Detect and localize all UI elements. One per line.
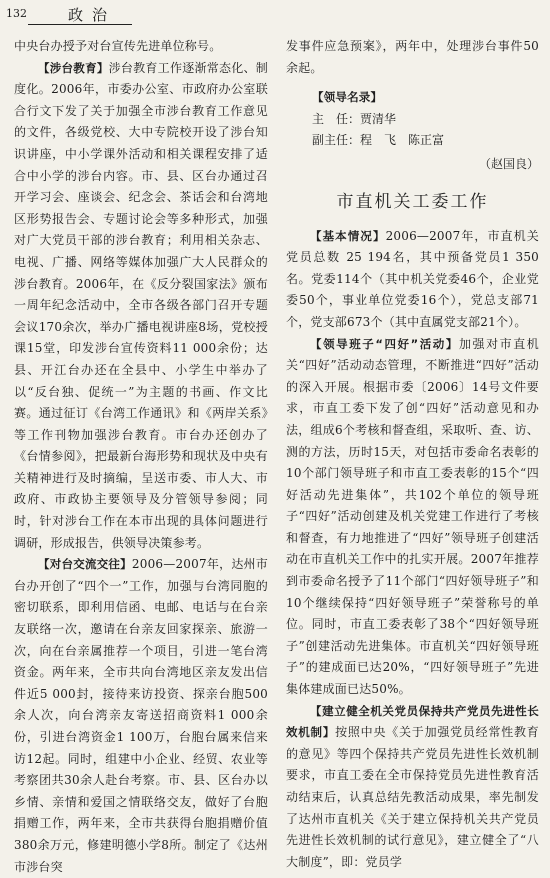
leaders-heading: 【领导名录】 <box>312 90 383 105</box>
entry-body: 2006—2007年，达州市台办开创了“四个一”工作，加强与台湾同胞的密切联系，即利用信函、电邮、电话与在台亲友联络一次，邀请在台亲友回家探亲、旅游一次，向在台亲属推荐一个项目，引进一笔台湾资金。两年来，全市共向台湾地区亲友发出信件近5 000封，接待来访投资、探亲台胞500余人次，向台湾亲友寄送招商资料1 000余份，引进台湾资金1 100万，台胞台属来信来访12起。同时，组建中小企业、经贸、农业等考察团共30余人赴台考察。市、县、区台办以乡情、亲情和爱国之情联络交友，做好了台胞捐赠工作，两年来，全市共获得台胞捐赠价值380余万元，修建明德小学8所。制定了《达州市涉台突 <box>14 557 268 874</box>
paragraph-four-good <box>286 334 539 701</box>
leader-deputy: 副主任：程 飞 陈正富 <box>312 133 445 148</box>
header-rule <box>28 24 132 25</box>
continued-paragraph: 发事件应急预案》，两年中，处理涉台事件50余起。 <box>286 39 539 75</box>
paragraph-taiwan-exchange <box>14 554 268 878</box>
left-column <box>14 36 268 878</box>
paragraph-taiwan-education <box>14 58 268 555</box>
author-credit: （赵国良） <box>478 156 539 171</box>
entry-heading: 【基本情况】 <box>310 228 386 243</box>
entry-body: 按照中央《关于加强党员经常性教育的意见》等四个保持共产党员先进性长效机制要求，市直工委在全市保持党员先进性教育活动结束后，认真总结先教活动成果，率先制发了达州市直机关《关于建立保持机关共产党员先进性长效机制的试行意见》，建立健全了“八大制度”，即：党员学 <box>286 725 539 869</box>
paragraph-basic-info <box>286 226 539 334</box>
leader-director: 主 任：贾清华 <box>312 111 397 126</box>
entry-body: 加强对市直机关“四好”活动动态管理，不断推进“四好”活动的深入开展。根据市委〔2006〕14号文件要求，市直工委下发了创“四好”活动意见和办法，组成6个考核和督查组，采取听、查、访、测的方法，历时15天，对包括市委命名表彰的10个部门领导班子和市直工委表彰的15个“四好活动先进集体”，共102个单位的领导班子“四好”活动创建及机关党建工作进行了考核和督查，有力地推进了“四好”领导班子创建活动在市直机关工作中的扎实开展。2007年推荐到市委命名授予了11个部门“四好领导班子”和10个继续保持“四好领导班子”荣誉称号的单位。同时，市直工委表彰了38个“四好领导班子”创建活动先进集体。市直机关“四好领导班子”的建成面已达20%，“四好领导班子”先进集体建成面已达50%。 <box>286 336 540 697</box>
entry-heading: 【领导班子“四好”活动】 <box>310 336 459 351</box>
page-header <box>6 3 266 25</box>
page-number: 132 <box>6 7 27 20</box>
entry-body: 涉台教育工作逐渐常态化、制度化。2006年，市委办公室、市政府办公室联合行文下发了关于加强全市涉台教育工作意见的文件，各级党校、大中专院校开设了涉台知识讲座，中小学课外活动和相关课程安排了适合中小学的涉台内容。市、县、区台办通过召开学习会、座谈会、纪念会、茶话会和台湾地区形势报告会、专题讨论会等多种形式，加强对广大党员干部的涉台教育；利用相关杂志、电视、广播、网络等媒体加强广大人民群众的涉台教育。2006年，在《反分裂国家法》颁布一周年纪念活动中，全市各级各部门召开专题会议170余次，举办广播电视讲座8场，党校授课15堂，印发涉台宣传资料11 000余份；达县、开江台办还在全县中、小学生中举办了以“反台独、促统一”为主题的书画、作文比赛。通过征订《台湾工作通讯》和《两岸关系》等工作刊物加强涉台教育。市台办还创办了《台情参阅》，把最新台海形势和现状及中央有关精神进行及时摘编，呈送市委、市人大、市政府、市政协主要领导及分管领导参阅；同时，针对涉台工作在本市出现的具体问题进行调研，形成报告，供领导决策参考。 <box>14 60 269 550</box>
entry-body: 2006—2007年，市直机关党员总数 25 194名，其中预备党员1 350名。党委114个（其中机关党委46个，企业党委50个，事业单位党委16个），党总支部71个，党支部673个（其中直属党支部21个）。 <box>286 228 539 329</box>
continued-paragraph: 中央台办授予对台宣传先进单位称号。 <box>14 39 222 53</box>
section-title: 市直机关工委工作 <box>336 191 489 212</box>
section-label: 政治 <box>68 6 117 24</box>
paragraph-long-term-mechanism <box>286 701 539 874</box>
entry-heading: 【建立健全机关党员保持共产党员先进性长效机制】 <box>286 703 539 740</box>
right-column <box>286 36 539 873</box>
entry-heading: 【涉台教育】 <box>38 60 109 75</box>
leaders-list <box>286 87 539 152</box>
entry-heading: 【对台交流交往】 <box>38 557 132 572</box>
